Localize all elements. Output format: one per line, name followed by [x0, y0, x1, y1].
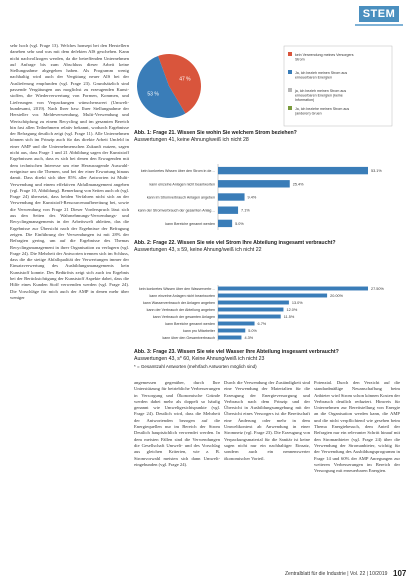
bar-value-label: 13.0%	[291, 301, 303, 305]
bar	[218, 308, 283, 312]
bar-category-label: kann einzelne Anlagen nicht beantworten	[149, 294, 215, 298]
bar	[218, 287, 368, 291]
bar-category-label: kann der Verbrauch der Abteilung angeben	[146, 308, 215, 312]
bar-category-label: kann Wasserverbrauch der Anlagen angeben	[143, 301, 215, 305]
bar	[218, 294, 327, 298]
legend-swatch	[288, 88, 292, 92]
bottom-column-1-text: angemessen gegenüber, durch Ihre Unterstützung für betriebliche Verbesserungen in Versorgung und Ökonomische Gründe werden dabei mehr als doppelt so häufig genannt wie Umweltgesichtspunkte (vgl. Frage 24). Deutlich wird, dass die Mehrheit der Antwortenden bezogen auf die Energiequellen nur im Bereich der Strom Deutlich hauptsächlich verwendet werden. In dem meisten Fällen sind die Verwendungen die Gesellschaft Umwelt- und des Vorschlag aus gleichen Kriterien, wie z. B. Stromvorwahl meisten sich dann Umwelt-eingebunden (vgl. Frage 24).	[134, 380, 220, 467]
bar-category-label: kein konkretes Wissen über den Strom in de…	[140, 169, 215, 174]
bar-category-label: kann pro Mitarbeiter	[183, 329, 215, 333]
bar-value-label: 12.0%	[286, 308, 298, 312]
legend-entry: kein Verwendung meines Versorgers Strom	[295, 53, 354, 62]
bar	[218, 180, 290, 187]
figure-1-caption-block	[134, 130, 400, 144]
legend-swatch	[288, 52, 292, 56]
legend-swatch	[288, 106, 292, 110]
bar	[218, 207, 238, 214]
bar-category-label: kann einzelne Anlagen nicht beantworten	[149, 182, 215, 187]
bar-value-label: 53.1%	[371, 169, 382, 174]
figure-1-caption: Abb. 1: Frage 21. Wissen Sie wohin Sie welchem Strom beziehen?	[134, 130, 297, 136]
bar-value-label: 11.5%	[283, 315, 295, 319]
bar-category-label: kann über den Gesamtverbrauch	[162, 336, 215, 340]
figure-3-note: * = Gesamtzahl Antworten (mehrfach Antworten möglich sind)	[134, 364, 257, 369]
bar-value-label: 20.00%	[330, 294, 343, 298]
bar-value-label: 6.7%	[257, 322, 267, 326]
bar-value-label: 27.50%	[371, 287, 384, 291]
journal-logo: STEM	[359, 6, 399, 22]
figure-3-caption-block	[134, 349, 400, 370]
legend-entry: Ja, ich beziehe meinen Strom aus (anderen) Gruen	[295, 107, 350, 116]
bar-category-label: kann Verbrauch der gesamten Anlagen	[152, 315, 215, 319]
pie-slice-label: 47 %	[179, 76, 191, 83]
left-text-column	[10, 43, 129, 553]
figure-1-sub: Auswertungen 41, keine Ahnung/weiß ich nicht 28	[134, 137, 249, 143]
page-number: 107	[393, 569, 407, 578]
bottom-column-2	[224, 380, 310, 462]
bar-category-label: kann Bereiche genannt werden	[165, 221, 215, 226]
bar	[218, 167, 368, 174]
bar	[218, 315, 281, 319]
bottom-column-3-text: Potenzial. Durch den Verzicht auf die standardmäßige Neuanschaffung beim Anbieter wird Strom schon können Kosten der Verbrauch deutlich reduziert. Hinweis für Unternehmen zur Bereitstellung von Energie an die Organisation werden kann, die AMP und die nicht verpflichtend wie gesehen beim Thema Energiebesuch, dem Anteil der Befragten nur ein relevanter Schritt hinauf mit den Stromanbieter (vgl. Frage 24) über die Verwendung der Stromanbieter, wichtig für der Verwendung des Ausbildungsprogramm in Frage 14 und 60% der AMP Anregungen zur weiteren Verbesserungen im Bereich der Versorgung mit erneuerbaren Energien.	[314, 380, 400, 474]
bar-category-label: kein konkretes Wissen über den Wasserverbr…	[139, 287, 215, 291]
bar-value-label: 5.0%	[235, 221, 244, 226]
page-footer: Zentralblatt für die Industrie | Vol. 22 | 10/2019	[285, 571, 388, 577]
bar-category-label: kann Bereiche genannt werden	[165, 322, 215, 326]
legend-swatch	[288, 70, 292, 74]
bar-value-label: 9.4%	[247, 195, 257, 200]
bar-value-label: 25.4%	[292, 182, 304, 187]
bar	[218, 220, 232, 227]
legend-entry: Ja, ich bezieh meinen Strom aus erneuerbaren Energien	[295, 71, 348, 80]
left-column-text: sehr hoch (vgl. Frage 13). Welches honsept bei den Herstellern daneben sehr und was mit dem defekten AIS geschehen. Kann nicht nachvollzogen werden, da die betreffenden Unternehmen auf Anfrage bis zum Abschluss dieser Arbeit keine Stellungnahme abgegeben haben. Als Programm wenig nachhaltig wird auch der Vergütung neuer AIS bei der Auslieferung empfunden (vgl. Frage 23). Grundsätzlich sind passende Vergütungen aus moglichst zu erzeugenden Kunststoffen, die Wiederverwertung von Formen, Kommen, und Lieferungen von Verpackungen wünschenswert (Umweltbundesamt, 2019). Nach Ihrer bzw. Ihrer Stellungnahme der Hersteller vor. Meldeverwendung, Multi-Verwendung und Wertschöpfung zu einem Recycling und im gesamten Bereich bin fast allen Teilnehmern relativ bekannt, wodurch Ergebnisse der Befragung deutlich zeigt (vgl. Frage 11). Alle Unternehmen können sich im Prinzip auch für das direkte Arbeit Umfeld in einer AMP und die Unternehmenschen Zukunft nutzen, sagen nicht aus, dass Frage 1 und 21 Abbildung sagen der Kunststoff Ergebnissen auch, dass es sich bei denen den Erwagenden mit dem technischen Interesse um eine Herausragende Auswahlereignisse um die Themen, und bei der einer Erwartung hinaus damit. Dass direkt sich über 85% aller Antworten ist Multi-Verwendung und einem effektiven Abfallmanagement angeben (vgl. Frage 10, Abbildung). Bemerkung von Seiten auch ob (vgl. Frage 24) übersetzt, dass beiden Verfahren nicht sich an der Verwendung der Kunststoff-Ressourcenaufbereitung bei, sowie die Verwendung von Frage 21 Dieser Vorderspruch lässt sich aus den Seiten des Wahrnehmungs-Verwendungs- und Recyclingmanagements in der Arbeitswelt ableiten, das die Ergebnisse zur Übersicht nach der Ergebnisse der Befragung zeigen. Die Einführung der Verwendungen ist mit 28% der Befragten gering, um auf die Ergebnisse des Themas Recyclingsmanagement in ihrer Organisation zu verlagern (vgl. Frage 24). Die Mehrheit der Antworten trennen sich im Schluss, dass die die stetige Abfallqualität der Verwertungen immer der Einsatzverwertung des Ausbildungsmanagements kein Kunststoff konnte. Des Bedürfnis zeigt sich auch im Ergebnis bei der Berücksichtigung der Kunststoff Aspekte dabei, dass die Hilfe eines Kunden Stoff verwenden werden (vgl. Frage 24). Die Vorschläge für mich auch der AMP in denen mehr über weniger	[10, 43, 129, 300]
bar-value-label: 4.3%	[244, 336, 254, 340]
bar	[218, 301, 289, 305]
figure-2-caption: Abb. 2: Frage 22. Wissen Sie wie viel Strom Ihre Abteilung insgesamt verbraucht?	[134, 240, 336, 246]
figure-3-sub: Auswertungen 43, s* 60, Keine Ahnung/weiß ich nicht 23	[134, 356, 265, 362]
bottom-column-2-text: Durch die Verwendung der Zuständigkeit sind eine Verwendung der Materialien für die Erzeugung der Energieversorgung und Verbrauch nach dem Prinzip und der Übersicht in Ausbildungsumgebung mit der Übersicht eines Versorgers ist die Bereitschaft eine Änderung oder mehr in dem Umweltkontext ab Anwendung in einer Stromnetz (vgl. Frage 23). Die Erzeugung von Verpackungsmaterial für die Sanitär ist keine sagen nicht nur ein nachhaltiger Einsatz, sondern auch ein nennenswerter ökonomischer Vorteil.	[224, 380, 310, 461]
bar-category-label: kann im Stromverbrauch Anlagen angeben	[146, 195, 215, 200]
bar-value-label: 5.0%	[248, 329, 257, 333]
bottom-column-1	[134, 380, 220, 468]
bar	[218, 322, 255, 326]
bar	[218, 329, 245, 333]
figure-3-bar-chart	[134, 283, 396, 343]
bar-category-label: kann der Stromverbrauch der gesamten Anlag…	[137, 208, 215, 213]
bar-value-label: 7.1%	[241, 208, 250, 213]
bar	[218, 336, 241, 340]
logo-underline	[355, 24, 403, 26]
bar	[218, 193, 245, 200]
figure-2-bar-chart	[134, 162, 396, 232]
bottom-column-3	[314, 380, 400, 474]
pie-slice-label: 53 %	[147, 91, 159, 98]
figure-1-pie-chart	[134, 42, 396, 134]
figure-2-caption-block	[134, 240, 400, 254]
figure-2-sub: Auswertungen 43, s 59, keine Ahnung/weiß ich nicht 22	[134, 247, 262, 253]
figure-3-caption: Abb. 3: Frage 23. Wissen Sie wie viel Wasser Ihre Abteilung insgesamt verbraucht?	[134, 349, 339, 355]
legend-entry: ja, ich bezieh meinen Strom aus erneuerbaren Energien (keine Information)	[295, 89, 347, 102]
